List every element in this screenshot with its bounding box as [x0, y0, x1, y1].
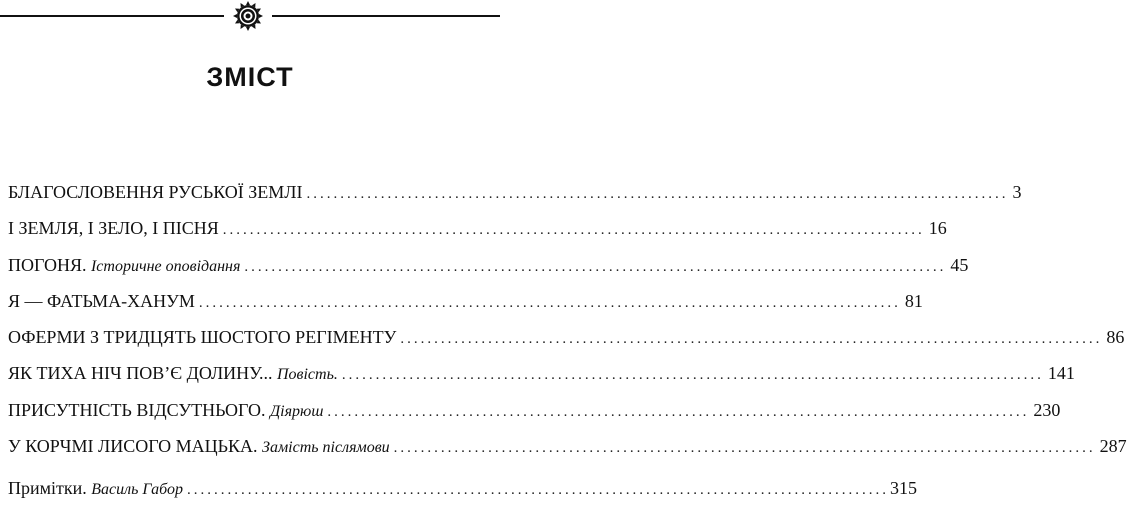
toc-entry-title: ПРИСУТНІСТЬ ВІДСУТНЬОГО.	[8, 399, 266, 420]
dot-leader: ........................................................................................................	[306, 186, 1009, 202]
toc-entry-subtitle: Василь Габор	[91, 481, 183, 499]
toc-entry-title: ОФЕРМИ З ТРИДЦЯТЬ ШОСТОГО РЕГІМЕНТУ	[8, 327, 397, 348]
toc-entry-title: ЯК ТИХА НІЧ ПОВ’Є ДОЛИНУ...	[8, 363, 273, 384]
dot-leader: ........................................................................................................	[393, 440, 1096, 457]
page-title: ЗМІСТ	[206, 62, 294, 92]
toc-entry-subtitle: Повість.	[276, 366, 338, 384]
toc-entry-title: І ЗЕМЛЯ, І ЗЕЛО, І ПІСНЯ	[8, 218, 219, 239]
toc-entry-page: 141	[1047, 363, 1075, 384]
toc-entry-title: ПОГОНЯ.	[8, 254, 87, 275]
toc-entry-title: У КОРЧМІ ЛИСОГО МАЦЬКА.	[8, 436, 258, 457]
toc-entry-page: 86	[1106, 327, 1125, 348]
dot-leader: ........................................................................................................	[222, 222, 925, 239]
header-rule-right	[272, 15, 500, 17]
toc-entry-page: 3	[1012, 182, 1022, 202]
toc-entry-subtitle: Діярюш	[269, 402, 324, 420]
toc-entry-subtitle: Історичне оповідання	[90, 257, 241, 275]
toc-entry-page: 287	[1099, 436, 1127, 457]
toc-entry[interactable]	[8, 254, 969, 291]
dot-leader: ........................................................................................................	[327, 403, 1030, 420]
dot-leader: ........................................................................................................	[198, 294, 901, 311]
dot-leader: ........................................................................................................	[341, 367, 1044, 384]
toc-entry[interactable]	[8, 478, 917, 514]
toc-entry[interactable]	[8, 218, 947, 254]
toc-entry[interactable]	[8, 182, 1022, 218]
toc-entry[interactable]	[8, 327, 1125, 363]
toc-entry-title: БЛАГОСЛОВЕННЯ РУСЬКОЇ ЗЕМЛІ	[8, 182, 303, 202]
toc-entry-page: 16	[928, 218, 947, 239]
toc-entry-page: 81	[904, 290, 923, 311]
toc-entry[interactable]	[8, 363, 1075, 399]
toc-entry-page: 315	[889, 478, 917, 499]
toc-entry-page: 45	[950, 254, 969, 275]
dot-leader: ........................................................................................................	[186, 482, 889, 499]
toc-entry-title: Я — ФАТЬМА-ХАНУМ	[8, 290, 195, 311]
header-rule-left	[0, 15, 224, 17]
toc-entry-subtitle: Замість післямови	[262, 439, 390, 457]
table-of-contents	[8, 182, 1127, 515]
toc-entry[interactable]	[8, 399, 1061, 436]
dot-leader: ........................................................................................................	[400, 331, 1103, 348]
toc-entry-title: Примітки.	[8, 478, 87, 499]
toc-entry-page: 230	[1033, 399, 1061, 420]
toc-entry[interactable]	[8, 436, 1127, 472]
sun-ornament-icon	[228, 0, 268, 34]
dot-leader: ........................................................................................................	[244, 258, 947, 275]
toc-entry[interactable]	[8, 290, 923, 327]
